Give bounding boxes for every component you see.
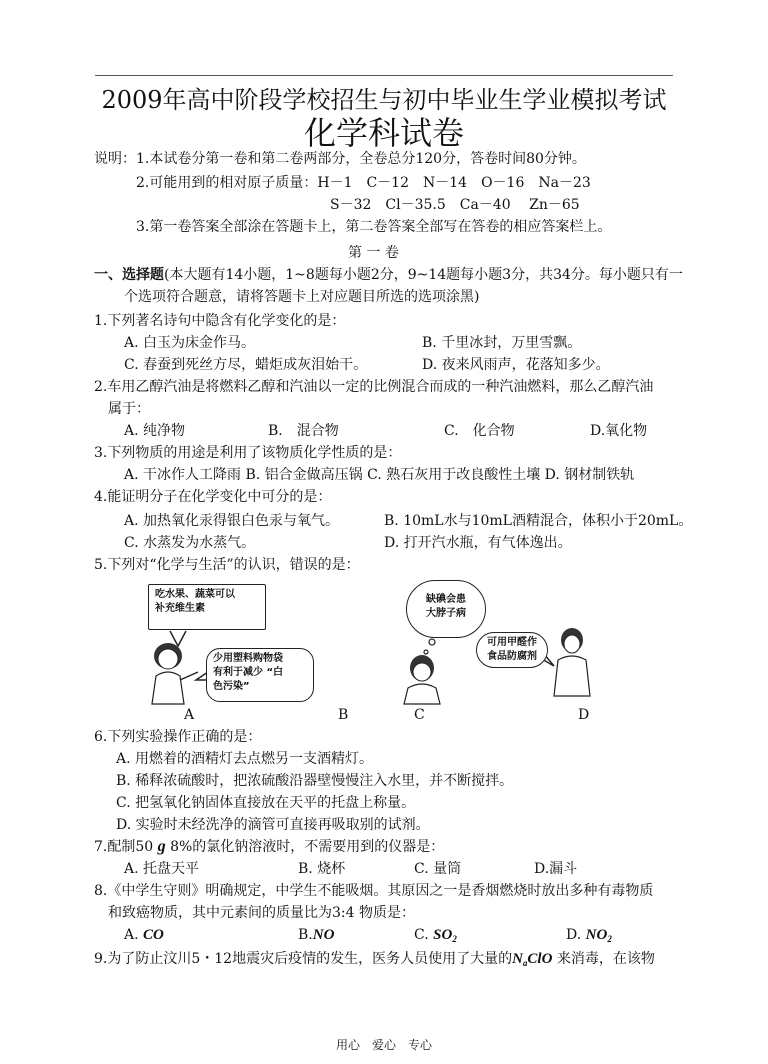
q1-option-c: C. 春蚕到死丝方尽，蜡炬成灰泪始干。 [124, 357, 368, 373]
instruction-3: 3.第一卷答案全部涂在答题卡上，第二卷答案全部写在答卷的相应答案栏上。 [136, 219, 612, 235]
q8-d-label: D. [566, 927, 582, 943]
bubble-a-line2: 补充维生素 [155, 603, 205, 614]
part1-intro [94, 266, 683, 285]
q2-stem-cont: 属于： [108, 401, 150, 417]
bubble-b-line1: 少用塑料购物袋 [213, 653, 283, 664]
subject-title: 化学科试卷 [303, 114, 464, 152]
bubble-d-line1: 可用甲醛作 [487, 637, 537, 648]
q7-stem-pre: 7.配制50 [94, 839, 158, 855]
q2-option-b: B. 混合物 [268, 423, 339, 439]
q4-option-b: B. 10mL水与10mL酒精混合，体积小于20mL。 [384, 513, 693, 529]
bubble-d [476, 632, 548, 668]
section-heading: 第 一 卷 [348, 245, 399, 261]
q7-option-b: B. 烧杯 [298, 861, 346, 877]
q7-stem-post: 8%的氯化钠溶液时，不需要用到的仪器是： [165, 839, 445, 855]
bubble-b [206, 648, 314, 702]
q5-illustration [140, 576, 600, 706]
instruction-2: 2.可能用到的相对原子质量：H－1 C－12 N－14 O－16 Na－23 [136, 175, 591, 191]
q7-option-d: D.漏斗 [534, 861, 578, 877]
q1-option-b: B. 千里冰封，万里雪飘。 [422, 335, 582, 351]
q8-option-d [566, 926, 612, 948]
bubble-a [148, 584, 266, 630]
q9-stem-post: 来消毒，在该物 [552, 951, 655, 967]
q8-c-label: C. [414, 927, 429, 943]
top-rule [95, 75, 673, 76]
q4-option-a: A. 加热氧化汞得银白色汞与氧气。 [124, 513, 340, 529]
q8-stem: 8.《中学生守则》明确规定，中学生不能吸烟。其原因之一是香烟燃烧时放出多种有毒物质 [94, 883, 654, 899]
q8-a-formula: CO [143, 927, 164, 943]
bubble-a-line1: 吃水果、蔬菜可以 [155, 589, 235, 600]
q8-d-formula: NO [585, 927, 608, 943]
q7-option-a: A. 托盘天平 [124, 861, 200, 877]
q6-stem: 6.下列实验操作正确的是： [94, 729, 262, 745]
q9-formula-a: a [522, 958, 528, 968]
q8-c-subscript: 2 [452, 934, 457, 944]
q6-option-d: D. 实验时未经洗净的滴管可直接再吸取别的试剂。 [116, 817, 430, 833]
q8-stem-cont: 和致癌物质，其中元素间的质量比为3:4 物质是： [108, 905, 415, 921]
q7-unit-g: g [157, 838, 166, 855]
q9-formula-rest: ClO [527, 951, 553, 967]
q6-option-a: A. 用燃着的酒精灯去点燃另一支酒精灯。 [116, 751, 374, 767]
instruction-2-cont: S－32 Cl－35.5 Ca－40 Zn－65 [330, 197, 580, 213]
q4-stem: 4.能证明分子在化学变化中可分的是： [94, 489, 332, 505]
q8-b-formula: NO [312, 927, 335, 943]
q8-b-label: B. [298, 927, 313, 943]
q5-label-a: A [184, 707, 195, 723]
q7-option-c: C. 量筒 [414, 861, 462, 877]
q8-option-b [298, 926, 334, 944]
q3-options: A. 干冰作人工降雨 B. 铝合金做高压锅 C. 熟石灰用于改良酸性土壤 D. 钢材制铁轨 [124, 467, 635, 483]
q2-option-d: D.氧化物 [590, 423, 648, 439]
q8-option-c [414, 926, 457, 948]
q8-d-subscript: 2 [607, 934, 612, 944]
q4-option-c: C. 水蒸发为水蒸气。 [124, 535, 256, 551]
q2-stem: 2.车用乙醇汽油是将燃料乙醇和汽油以一定的比例混合而成的一种汽油燃料，那么乙醇汽油 [94, 379, 654, 395]
q5-label-d: D [578, 707, 590, 723]
q5-label-c: C [414, 707, 425, 723]
q9-stem [94, 950, 655, 972]
q7-stem [94, 838, 444, 856]
bubble-d-line2: 食品防腐剂 [487, 651, 537, 662]
q1-option-d: D. 夜来风雨声，花落知多少。 [422, 357, 610, 373]
bubble-c-line1: 缺碘会患 [426, 594, 466, 605]
q5-stem: 5.下列对“化学与生活”的认识，错误的是： [94, 557, 360, 573]
q4-option-d: D. 打开汽水瓶，有气体逸出。 [384, 535, 572, 551]
q5-label-b: B [338, 707, 349, 723]
q2-option-c: C. 化合物 [444, 423, 515, 439]
bubble-c [406, 580, 486, 638]
instruction-1: 说明：1.本试卷分第一卷和第二卷两部分，全卷总分120分，答卷时间80分钟。 [94, 151, 586, 167]
page-footer: 用心 爱心 专心 [335, 1038, 432, 1052]
q6-option-c: C. 把氢氧化钠固体直接放在天平的托盘上称量。 [116, 795, 416, 811]
q8-c-formula: SO [433, 927, 453, 943]
q9-stem-pre: 9.为了防止汶川5・12地震灾后疫情的发生，医务人员使用了大量的 [94, 951, 513, 967]
bubble-b-line2: 有利于减少 “白 [213, 667, 284, 678]
q9-formula-n: N [512, 951, 523, 967]
q6-option-b: B. 稀释浓硫酸时，把浓硫酸沿器壁慢慢注入水里，并不断搅拌。 [116, 773, 514, 789]
q8-option-a [124, 926, 164, 944]
bubble-b-line3: 色污染” [213, 681, 250, 692]
q8-a-label: A. [124, 927, 139, 943]
q2-option-a: A. 纯净物 [124, 423, 186, 439]
bubble-c-line2: 大脖子病 [426, 608, 466, 619]
q1-stem: 1.下列著名诗句中隐含有化学变化的是： [94, 313, 346, 329]
part1-label: 一、选择题 [94, 268, 164, 283]
q3-stem: 3.下列物质的用途是利用了该物质化学性质的是： [94, 445, 402, 461]
part1-intro-cont: 个选项符合题意，请将答题卡上对应题目所选的选项涂黑) [124, 289, 480, 305]
exam-title: 2009年高中阶段学校招生与初中毕业生学业模拟考试 [101, 86, 667, 114]
part1-text: (本大题有14小题，1~8题每小题2分，9~14题每小题3分，共34分。每小题只有一 [164, 267, 683, 283]
q1-option-a: A. 白玉为床金作马。 [124, 335, 256, 351]
